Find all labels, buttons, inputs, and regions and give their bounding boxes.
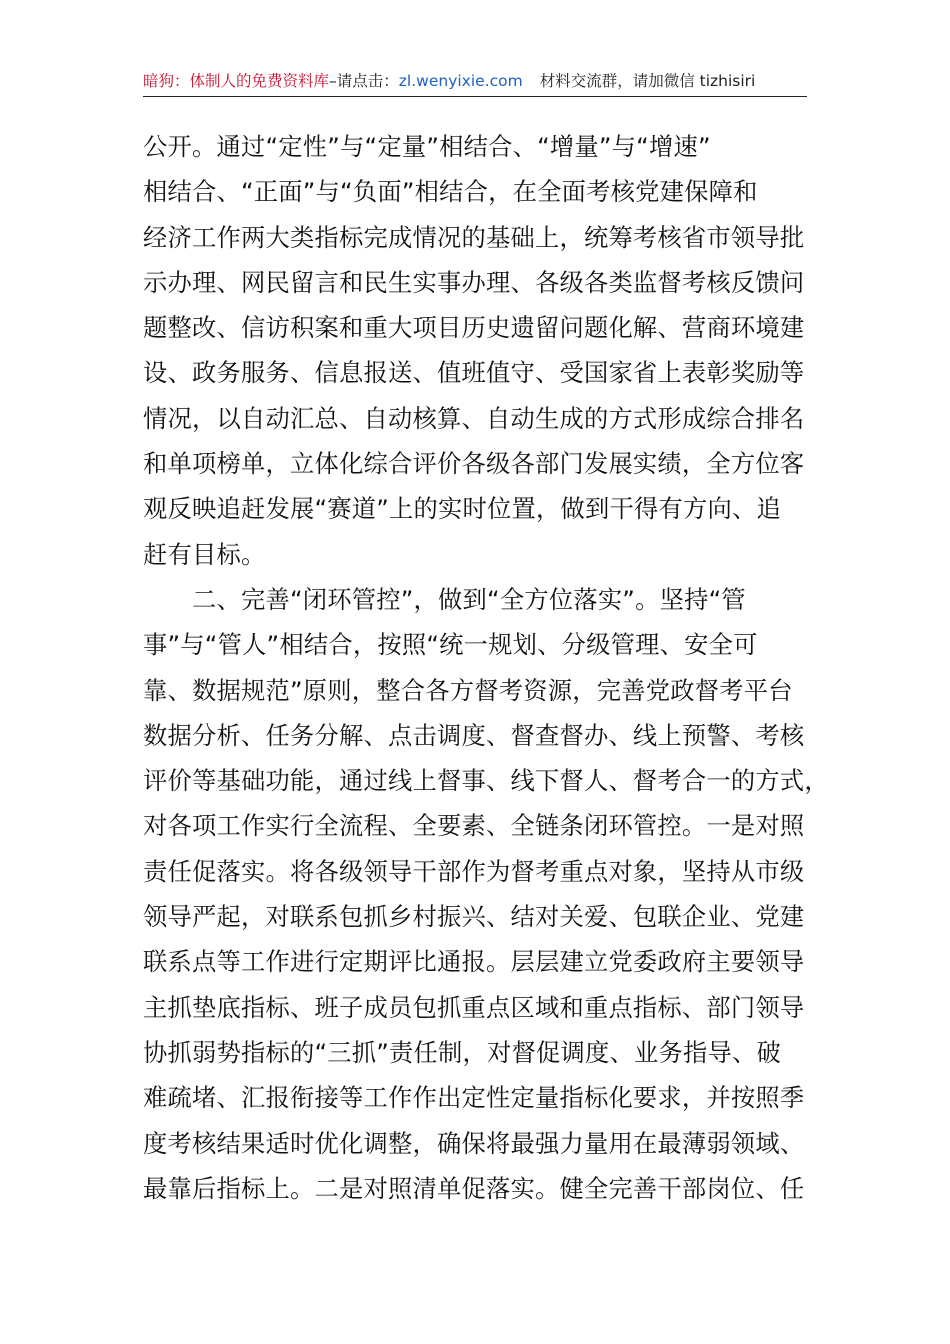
page-header bbox=[143, 66, 807, 97]
text-line: 情况，以自动汇总、自动核算、自动生成的方式形成综合排名 bbox=[143, 403, 805, 433]
header-prompt: –请点击： bbox=[329, 72, 399, 90]
text-line: 靠、数据规范”原则，整合各方督考资源，完善党政督考平台 bbox=[143, 675, 793, 705]
text-line: 评价等基础功能，通过线上督事、线下督人、督考合一的方式， bbox=[143, 766, 829, 796]
document-body bbox=[143, 124, 829, 1211]
text-line: 经济工作两大类指标完成情况的基础上，统筹考核省市领导批 bbox=[143, 222, 805, 252]
header-note: 材料交流群，请加微信 tizhisiri bbox=[539, 72, 756, 90]
text-line: 联系点等工作进行定期评比通报。层层建立党委政府主要领导 bbox=[143, 947, 805, 977]
text-line: 领导严起，对联系包抓乡村振兴、结对关爱、包联企业、党建 bbox=[143, 902, 805, 932]
paragraph-start-line: 二、完善“闭环管控”，做到“全方位落实”。坚持“管 bbox=[192, 584, 746, 614]
text-line: 事”与“管人”相结合，按照“统一规划、分级管理、安全可 bbox=[143, 630, 758, 660]
text-line: 责任促落实。将各级领导干部作为督考重点对象，坚持从市级 bbox=[143, 856, 805, 886]
text-line: 数据分析、任务分解、点击调度、督查督办、线上预警、考核 bbox=[143, 720, 805, 750]
text-line: 设、政务服务、信息报送、值班值守、受国家省上表彰奖励等 bbox=[143, 358, 805, 388]
text-line: 赶有目标。 bbox=[143, 539, 266, 569]
text-line: 题整改、信访积案和重大项目历史遗留问题化解、营商环境建 bbox=[143, 313, 805, 343]
text-line: 和单项榜单，立体化综合评价各级各部门发展实绩，全方位客 bbox=[143, 449, 805, 479]
text-line: 相结合、“正面”与“负面”相结合，在全面考核党建保障和 bbox=[143, 177, 758, 207]
text-line: 度考核结果适时优化调整，确保将最强力量用在最薄弱领域、 bbox=[143, 1128, 805, 1158]
text-line: 观反映追赶发展“赛道”上的实时位置，做到干得有方向、追 bbox=[143, 494, 781, 524]
header-brand: 暗狗：体制人的免费资料库 bbox=[143, 72, 330, 90]
header-link[interactable]: zl.wenyixie.com bbox=[398, 72, 523, 90]
text-line: 对各项工作实行全流程、全要素、全链条闭环管控。一是对照 bbox=[143, 811, 805, 841]
text-line: 最靠后指标上。二是对照清单促落实。健全完善干部岗位、任 bbox=[143, 1173, 805, 1203]
text-line: 协抓弱势指标的“三抓”责任制，对督促调度、业务指导、破 bbox=[143, 1037, 781, 1067]
text-line: 难疏堵、汇报衔接等工作作出定性定量指标化要求，并按照季 bbox=[143, 1083, 805, 1113]
text-line: 公开。通过“定性”与“定量”相结合、“增量”与“增速” bbox=[143, 132, 711, 161]
text-line: 主抓垫底指标、班子成员包抓重点区域和重点指标、部门领导 bbox=[143, 992, 805, 1022]
text-line: 示办理、网民留言和民生实事办理、各级各类监督考核反馈问 bbox=[143, 267, 805, 297]
